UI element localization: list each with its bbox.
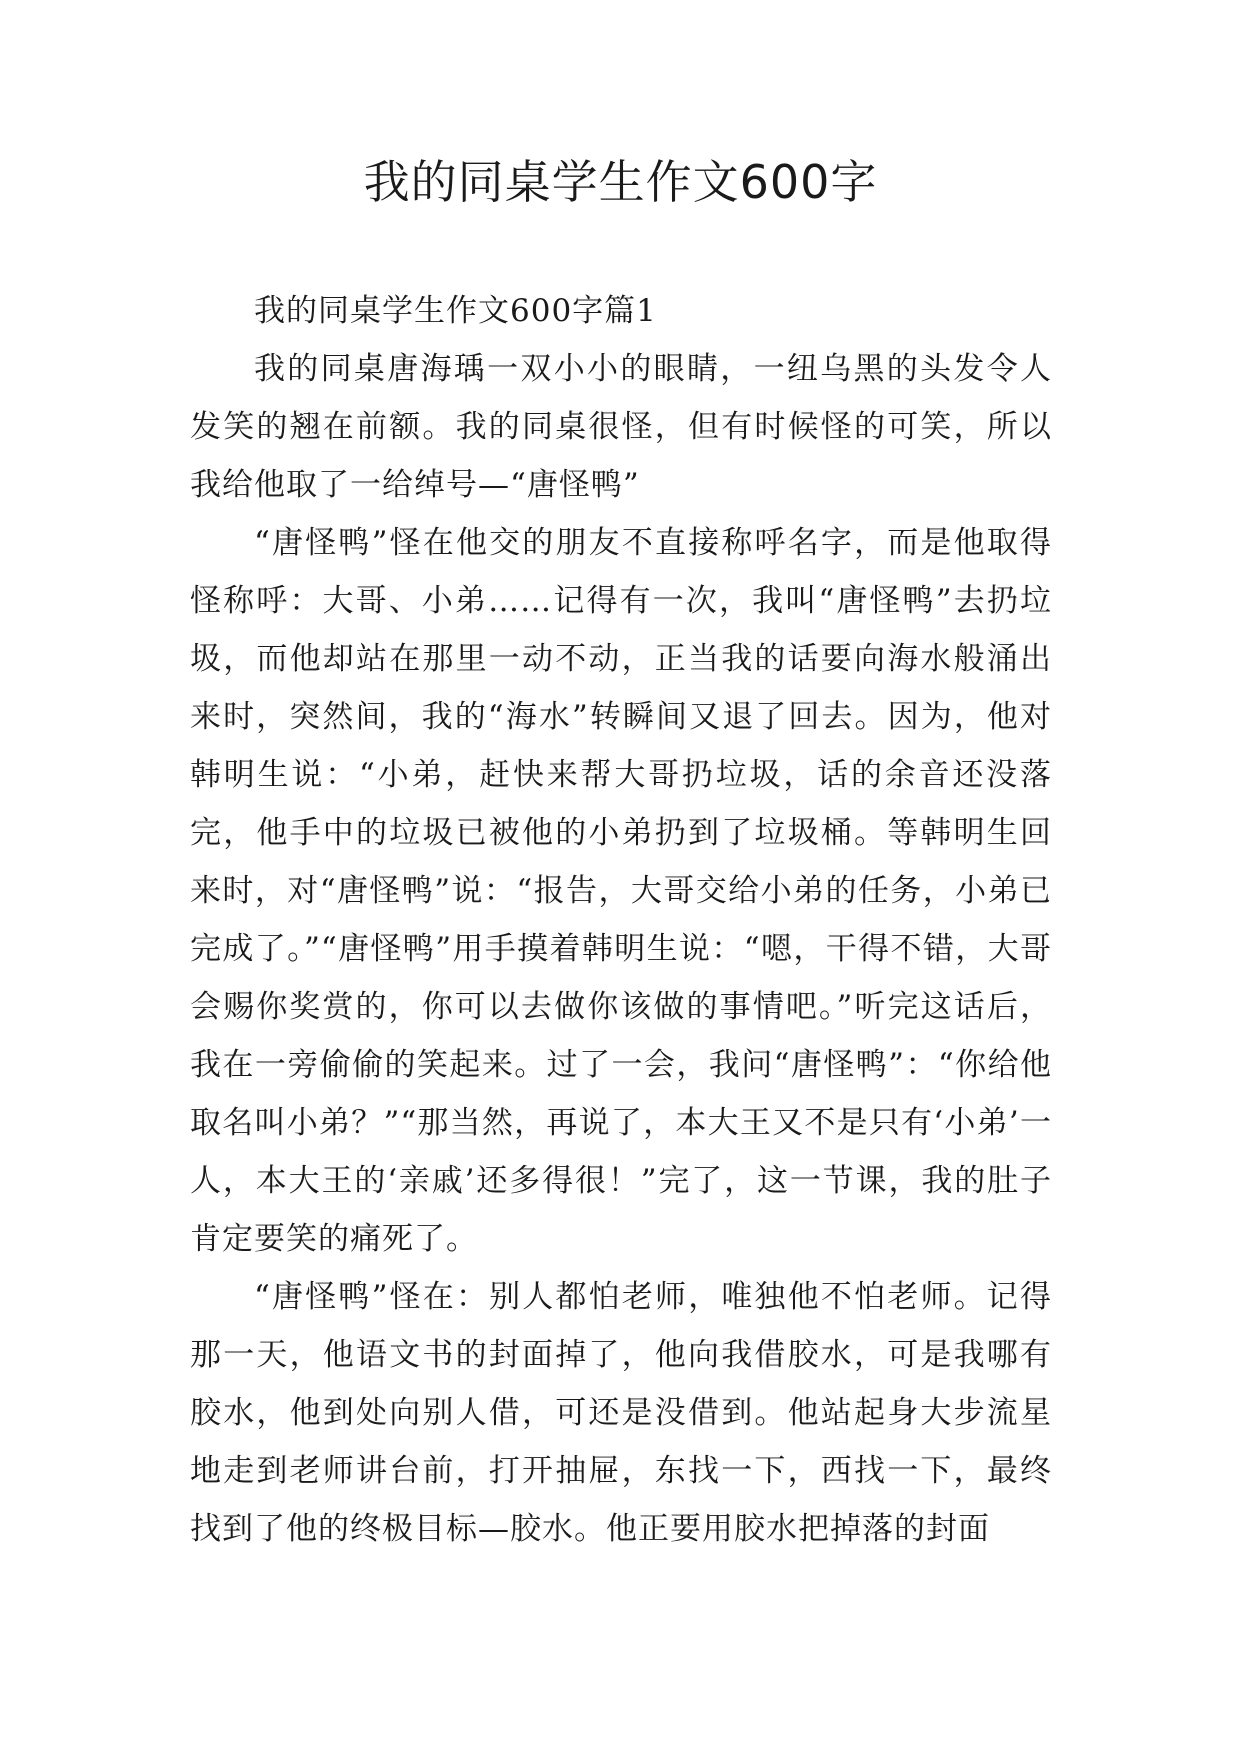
paragraph-3: “唐怪鸭”怪在：别人都怕老师，唯独他不怕老师。记得那一天，他语文书的封面掉了，他向我借胶水，可是我哪有胶水，他到处向别人借，可还是没借到。他站起身大步流星地走到老师讲台前，打开抽屉，东找一下，西找一下，最终找到了他的终极目标—胶水。他正要用胶水把掉落的封面 <box>190 1279 1052 1547</box>
document-title: 我的同桌学生作文600字 <box>363 155 878 209</box>
document-body <box>190 282 1052 1558</box>
paragraph-2: “唐怪鸭”怪在他交的朋友不直接称呼名字，而是他取得怪称呼：大哥、小弟……记得有一次，我叫“唐怪鸭”去扔垃圾，而他却站在那里一动不动，正当我的话要向海水般涌出来时，突然间，我的“海水”转瞬间又退了回去。因为，他对韩明生说：“小弟，赶快来帮大哥扔垃圾，话的余音还没落完，他手中的垃圾已被他的小弟扔到了垃圾桶。等韩明生回来时，对“唐怪鸭”说：“报告，大哥交给小弟的任务，小弟已完成了。”“唐怪鸭”用手摸着韩明生说：“嗯，干得不错，大哥会赐你奖赏的，你可以去做你该做的事情吧。”听完这话后，我在一旁偷偷的笑起来。过了一会，我问“唐怪鸭”：“你给他取名叫小弟？”“那当然，再说了，本大王又不是只有‘小弟’一人，本大王的‘亲戚’还多得很！”完了，这一节课，我的肚子肯定要笑的痛死了。 <box>190 525 1052 1257</box>
paragraph-1: 我的同桌唐海瑀一双小小的眼睛，一纽乌黑的头发令人发笑的翘在前额。我的同桌很怪，但有时候怪的可笑，所以我给他取了一给绰号—“唐怪鸭” <box>190 351 1052 503</box>
section-heading: 我的同桌学生作文600字篇1 <box>254 293 657 329</box>
